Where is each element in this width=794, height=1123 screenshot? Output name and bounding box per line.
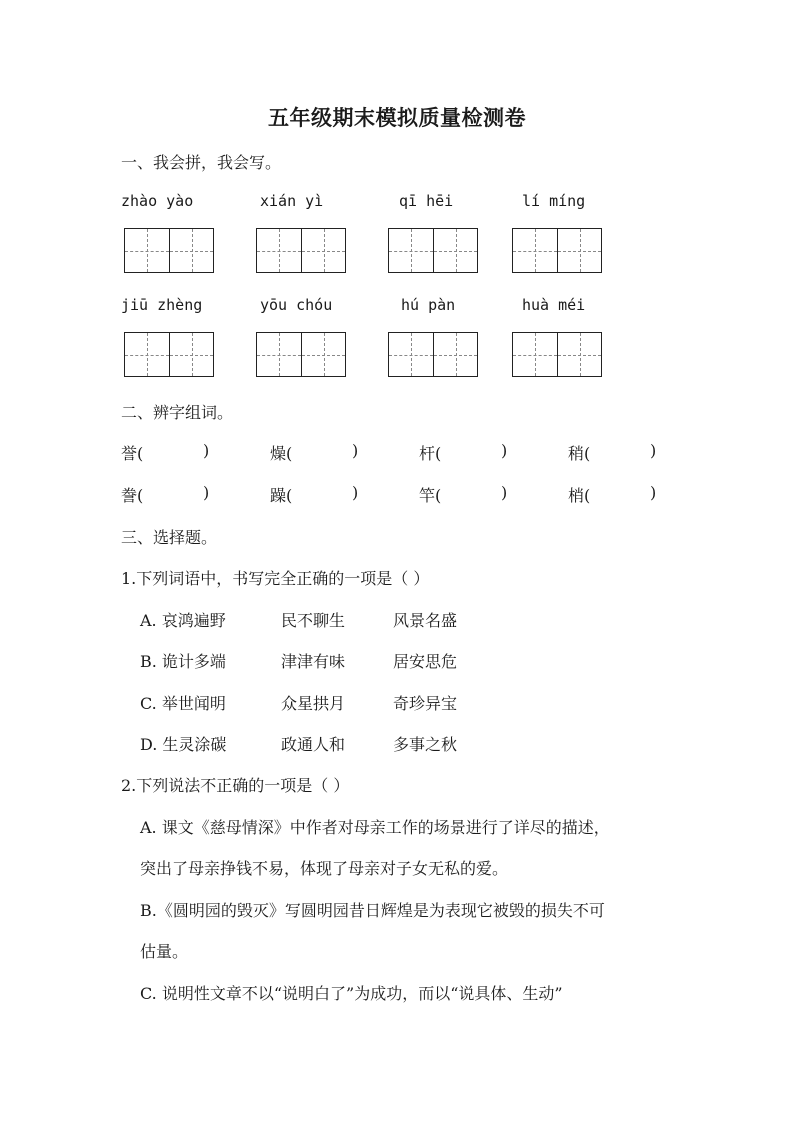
q1-option-a-word: 风景名盛 [393,611,458,630]
q1-option-d: D. 生灵涂碳 [140,735,227,754]
q1-option-a-word: 民不聊生 [281,611,346,630]
char-close-paren: ) [352,441,359,460]
writing-grid[interactable] [388,228,478,273]
writing-grid[interactable] [512,332,602,377]
char-close-paren: ) [352,483,359,502]
char-prompt: 竿( [419,486,442,505]
pinyin-label: hú pàn [401,296,456,314]
q1-option-c-word: 奇珍异宝 [393,694,458,713]
char-close-paren: ) [501,483,508,502]
pinyin-label: zhào yào [121,192,194,210]
char-prompt: 燥( [270,444,293,463]
page-title: 五年级期末模拟质量检测卷 [268,106,526,130]
writing-grid[interactable] [388,332,478,377]
writing-grid[interactable] [124,228,214,273]
pinyin-label: xián yì [260,192,324,210]
q1-option-d-word: 多事之秋 [393,735,458,754]
q1-option-b-word: 津津有味 [281,652,346,671]
q1-option-c: C. 举世闻明 [140,694,226,713]
char-prompt: 誊( [121,486,144,505]
q2-option-b-line2: 估量。 [140,942,189,961]
writing-grid[interactable] [512,228,602,273]
char-close-paren: ) [203,441,210,460]
q1-option-b-word: 居安思危 [393,652,458,671]
q2-option-a-line1: A. 课文《慈母情深》中作者对母亲工作的场景进行了详尽的描述， [140,818,610,837]
pinyin-label: qī hēi [399,192,454,210]
char-prompt: 稍( [568,444,591,463]
pinyin-label: huà méi [522,296,586,314]
char-prompt: 杆( [419,444,442,463]
section2-heading: 二、辨字组词。 [121,403,234,422]
section1-heading: 一、我会拼，我会写。 [121,153,282,172]
char-prompt: 躁( [270,486,293,505]
char-close-paren: ) [203,483,210,502]
writing-grid[interactable] [256,228,346,273]
q1-option-a: A. 哀鸿遍野 [140,611,226,630]
q2-option-c-line1: C. 说明性文章不以“说明白了”为成功，而以“说具体、生动” [140,984,563,1003]
pinyin-label: jiū zhèng [121,296,203,314]
char-close-paren: ) [650,441,657,460]
char-prompt: 梢( [568,486,591,505]
writing-grid[interactable] [256,332,346,377]
q1-option-d-word: 政通人和 [281,735,346,754]
section3-heading: 三、选择题。 [121,528,218,547]
question-1-stem: 1.下列词语中，书写完全正确的一项是（ ） [121,569,430,588]
char-prompt: 誉( [121,444,144,463]
q2-option-a-line2: 突出了母亲挣钱不易，体现了母亲对子女无私的爱。 [140,859,509,878]
q1-option-c-word: 众星拱月 [281,694,346,713]
pinyin-label: yōu chóu [260,296,333,314]
char-close-paren: ) [650,483,657,502]
q2-option-b-line1: B.《圆明园的毁灭》写圆明园昔日辉煌是为表现它被毁的损失不可 [140,901,605,920]
question-2-stem: 2.下列说法不正确的一项是（ ） [121,776,350,795]
char-close-paren: ) [501,441,508,460]
writing-grid[interactable] [124,332,214,377]
q1-option-b: B. 诡计多端 [140,652,226,671]
pinyin-label: lí míng [522,192,586,210]
